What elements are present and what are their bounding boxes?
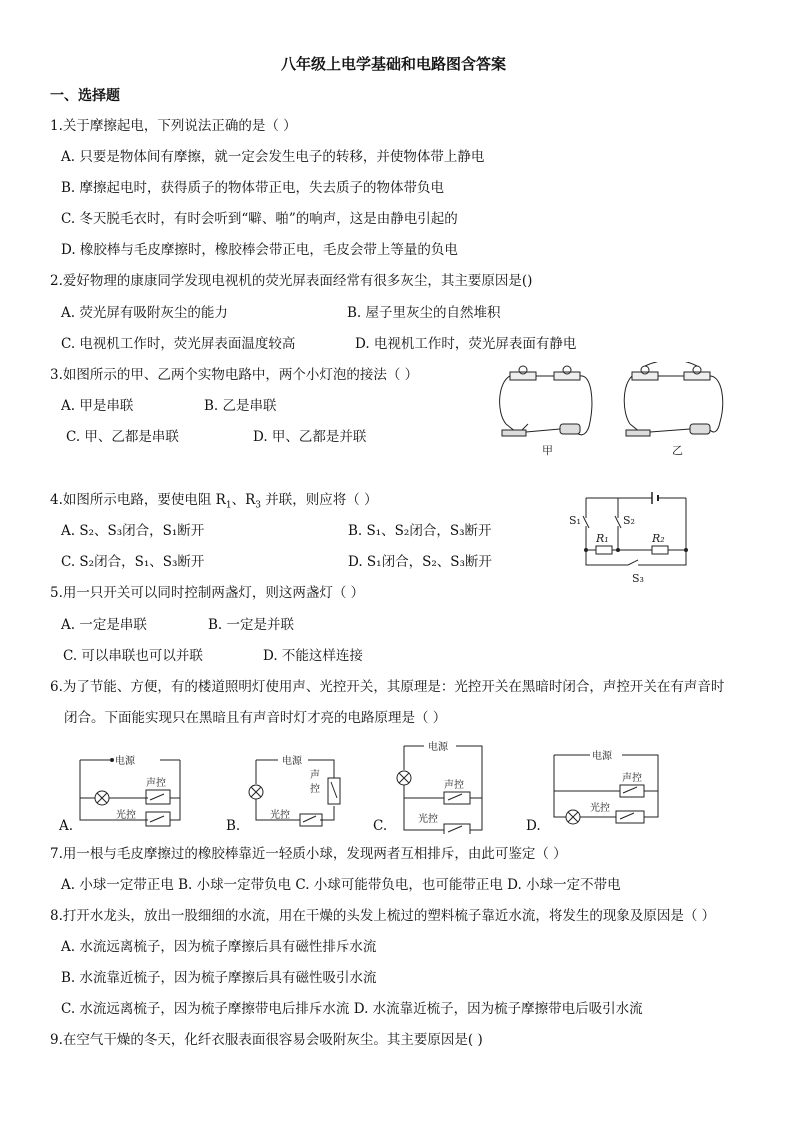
label-r2: R₂ [652,532,665,545]
q7-options: A. 小球一定带正电 B. 小球一定带负电 C. 小球可能带负电，也可能带正电 D. 小球一定不带电 [61,877,621,893]
q3-option-d: D. 甲、乙都是并联 [253,429,367,445]
q5-option-c: C. 可以串联也可以并联 [63,648,203,664]
q3-stem: 3.如图所示的甲、乙两个实物电路中，两个小灯泡的接法（ ） [50,367,419,383]
q7-stem: 7.用一根与毛皮摩擦过的橡胶棒靠近一轻质小球，发现两者互相排斥，由此可鉴定（ ） [50,846,567,862]
q9-stem: 9.在空气干燥的冬天，化纤衣服表面很容易会吸附灰尘。其主要原因是( ) [50,1032,483,1048]
q6-option-c: C. [373,818,388,834]
q4-option-d: D. S₁闭合，S₂、S₃断开 [348,554,492,570]
svg-text:控: 控 [310,784,320,795]
svg-text:光控: 光控 [270,810,290,821]
label-yi: 乙 [672,444,683,457]
q2-option-d: D. 电视机工作时，荧光屏表面有静电 [355,336,577,352]
q4-circuit-diagram [566,490,691,585]
q6-option-b: B. [226,818,241,834]
svg-text:声: 声 [310,770,320,781]
q1-option-d: D. 橡胶棒与毛皮摩擦时，橡胶棒会带正电，毛皮会带上等量的负电 [61,242,458,258]
q8-option-b: B. 水流靠近梳子，因为梳子摩擦后具有磁性吸引水流 [61,970,377,986]
q3-option-c: C. 甲、乙都是串联 [66,429,179,445]
q1-option-b: B. 摩擦起电时，获得质子的物体带正电，失去质子的物体带负电 [61,180,445,196]
svg-text:电源: 电源 [115,756,135,767]
q6-stem-line1: 6.为了节能、方便，有的楼道照明灯使用声、光控开关，其原理是：光控开关在黑暗时闭合，声控开关在有声音时 [50,679,725,695]
label-s3: S₃ [632,572,644,585]
q8-stem: 8.打开水龙头，放出一股细细的水流，用在干燥的头发上梳过的塑料梳子靠近水流，将发生的现象及原因是（ ） [50,908,716,924]
q2-stem: 2.爱好物理的康康同学发现电视机的荧光屏表面经常有很多灰尘，其主要原因是() [50,273,533,289]
q5-option-b: B. 一定是并联 [208,617,295,633]
svg-text:光控: 光控 [418,814,438,825]
q2-option-b: B. 屋子里灰尘的自然堆积 [347,305,501,321]
svg-text:光控: 光控 [590,803,610,814]
page-title: 八年级上电学基础和电路图含答案 [281,55,507,73]
q5-option-a: A. 一定是串联 [61,617,147,633]
circuit-yi [624,362,723,436]
q8-option-a: A. 水流远离梳子，因为梳子摩擦后具有磁性排斥水流 [61,939,377,955]
q4-option-a: A. S₂、S₃闭合，S₁断开 [61,523,205,539]
svg-text:声控: 声控 [622,773,642,784]
q6-circuit-d [550,745,670,831]
q1-stem: 1.关于摩擦起电，下列说法正确的是（ ） [50,118,297,134]
svg-text:电源: 电源 [428,742,448,753]
q1-option-c: C. 冬天脱毛衣时，有时会听到“噼、啪”的响声，这是由静电引起的 [61,211,458,227]
label-s1: S₁ [569,514,581,527]
circuit-jia [500,366,592,436]
q2-option-a: A. 荧光屏有吸附灰尘的能力 [61,305,228,321]
svg-text:声控: 声控 [146,778,166,789]
label-jia: 甲 [542,444,553,457]
svg-text:电源: 电源 [592,751,612,762]
q3-option-a: A. 甲是串联 [61,398,134,414]
q4-stem: 4.如图所示电路，要使电阻 $R_1$、$R_3$ 并联，则应将（ ） [50,492,378,511]
q6-circuit-b [238,748,348,834]
q4-option-c: C. S₂闭合，S₁、S₃断开 [61,554,205,570]
q3-circuit-figure [492,362,732,462]
q3-option-b: B. 乙是串联 [204,398,277,414]
label-s2: S₂ [623,514,635,527]
q6-circuit-a [60,748,190,834]
q2-option-c: C. 电视机工作时，荧光屏表面温度较高 [61,336,296,352]
svg-text:声控: 声控 [444,780,464,791]
q6-circuit-c [388,738,498,834]
q4-option-b: B. S₁、S₂闭合，S₃断开 [348,523,492,539]
q8-option-cd: C. 水流远离梳子，因为梳子摩擦带电后排斥水流 D. 水流靠近梳子，因为梳子摩擦带电后吸引水流 [61,1001,643,1017]
label-r1: R₁ [596,532,609,545]
section-heading: 一、选择题 [50,88,120,104]
q1-option-a: A. 只要是物体间有摩擦，就一定会发生电子的转移，并使物体带上静电 [61,149,485,165]
q6-stem-line2: 闭合。下面能实现只在黑暗且有声音时灯才亮的电路原理是（ ） [64,710,447,726]
q5-stem: 5.用一只开关可以同时控制两盏灯，则这两盏灯（ ） [50,585,365,601]
q5-option-d: D. 不能这样连接 [263,648,363,664]
q6-option-a: A. [59,818,74,834]
svg-text:电源: 电源 [282,756,302,767]
svg-text:光控: 光控 [116,810,136,821]
q6-option-d: D. [526,818,541,834]
